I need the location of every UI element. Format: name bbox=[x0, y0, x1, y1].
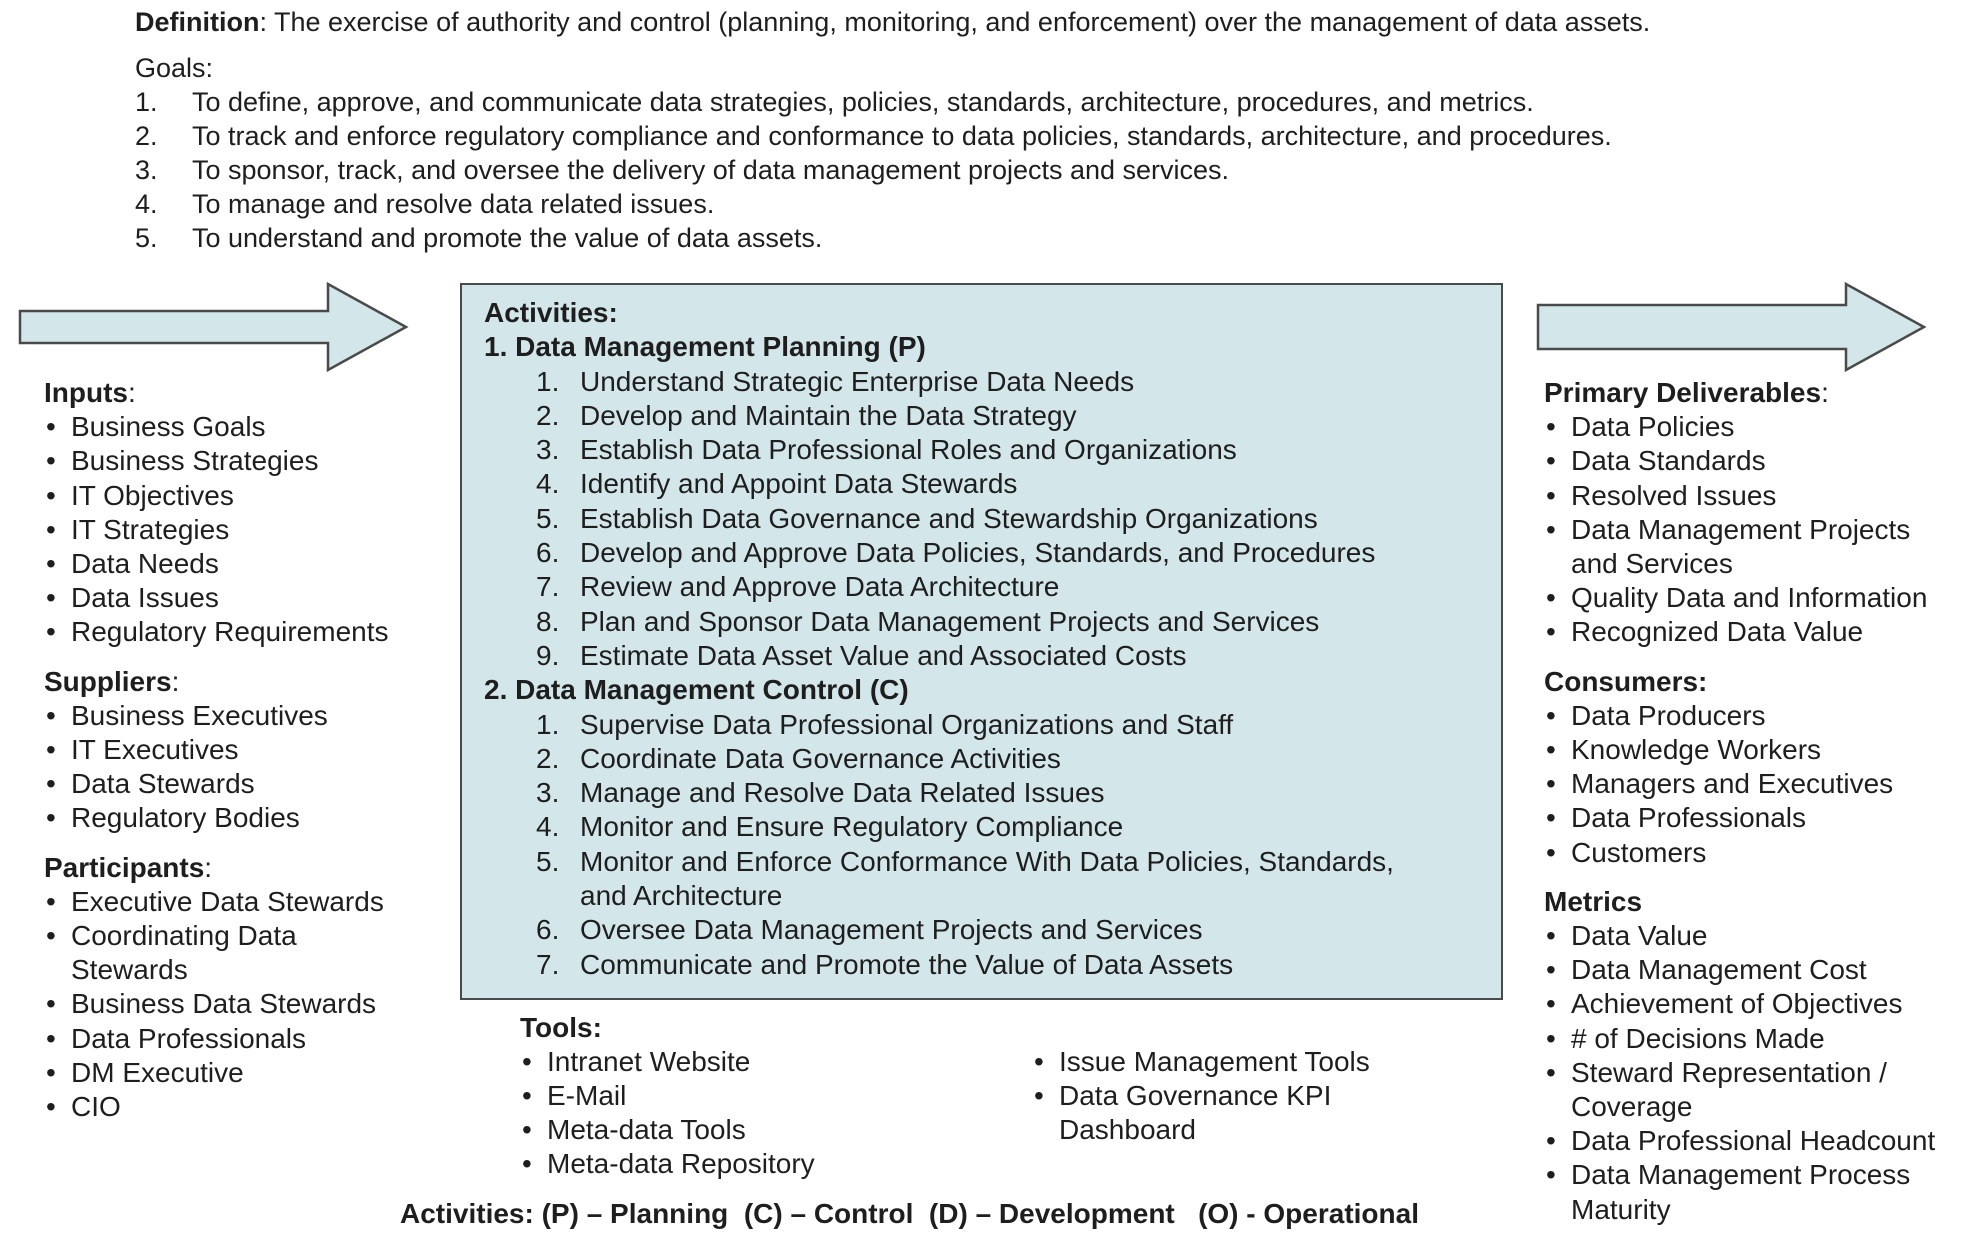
consumers-list bbox=[1544, 699, 1974, 870]
suppliers-label: Suppliers bbox=[44, 665, 172, 697]
list-item: • Steward Representation / Coverage bbox=[1544, 1056, 1941, 1124]
consumers-heading bbox=[1544, 665, 1974, 699]
goal-item bbox=[135, 119, 1612, 153]
goals-colon: : bbox=[205, 53, 214, 83]
output-arrow-icon bbox=[1536, 282, 1928, 372]
item-number: 4. bbox=[536, 468, 560, 500]
list-item: • Regulatory Bodies bbox=[44, 801, 424, 835]
item-text: Develop and Approve Data Policies, Standards, and Procedures bbox=[580, 537, 1376, 569]
tools-heading bbox=[520, 1011, 602, 1045]
goal-number: 4. bbox=[135, 189, 158, 219]
item-text: Monitor and Ensure Regulatory Compliance bbox=[580, 811, 1124, 843]
participants-heading: Participants: bbox=[44, 851, 213, 883]
control-list bbox=[484, 708, 1501, 982]
inputs-list bbox=[44, 410, 424, 649]
control-item bbox=[484, 776, 1501, 810]
list-item: • Achievement of Objectives bbox=[1544, 987, 1974, 1021]
goal-text: To understand and promote the value of data assets. bbox=[192, 223, 823, 253]
list-item: • Data Professional Headcount bbox=[1544, 1124, 1974, 1158]
consumers-label: Consumers: bbox=[1544, 665, 1708, 697]
right-column bbox=[1544, 376, 1974, 1242]
input-arrow-icon bbox=[18, 282, 410, 372]
list-item: • Data Policies bbox=[1544, 410, 1974, 444]
list-item: • Quality Data and Information bbox=[1544, 581, 1974, 615]
item-text: Oversee Data Management Projects and Services bbox=[580, 914, 1203, 946]
item-number: 1. bbox=[536, 365, 560, 397]
list-item: • Meta-data Repository bbox=[520, 1147, 815, 1181]
control-item bbox=[484, 913, 1501, 947]
item-number: 9. bbox=[536, 639, 560, 671]
deliverables-list bbox=[1544, 410, 1974, 649]
participants-label: Participants bbox=[44, 851, 205, 883]
item-number: 5. bbox=[536, 845, 560, 877]
list-item: • Business Strategies bbox=[44, 444, 424, 478]
list-item: • Business Goals bbox=[44, 410, 424, 444]
activities-title: Activities: bbox=[484, 297, 618, 328]
planning-title: 1. Data Management Planning (P) bbox=[484, 331, 926, 363]
list-item: • Regulatory Requirements bbox=[44, 615, 424, 649]
list-item: • Data Professionals bbox=[1544, 801, 1974, 835]
item-text: Manage and Resolve Data Related Issues bbox=[580, 777, 1105, 809]
list-item: • Data Management Projects and Services bbox=[1544, 513, 1961, 581]
metrics-heading bbox=[1544, 885, 1974, 919]
suppliers-heading: Suppliers: bbox=[44, 665, 180, 697]
planning-item bbox=[484, 467, 1501, 501]
list-item: • Business Executives bbox=[44, 699, 424, 733]
control-item bbox=[484, 810, 1501, 844]
item-text: Establish Data Governance and Stewardship Organizations bbox=[580, 502, 1318, 534]
tools-list-left bbox=[520, 1045, 815, 1181]
goal-text: To track and enforce regulatory compliance and conformance to data policies, standards, architecture, and procedures. bbox=[192, 121, 1612, 151]
deliverables-heading: Primary Deliverables: bbox=[1544, 377, 1829, 408]
list-item: • Data Management Cost bbox=[1544, 953, 1974, 987]
goal-item bbox=[135, 187, 1612, 221]
left-column bbox=[44, 376, 424, 1139]
item-number: 4. bbox=[536, 811, 560, 843]
control-title: 2. Data Management Control (C) bbox=[484, 674, 909, 706]
goal-text: To sponsor, track, and oversee the delivery of data management projects and services. bbox=[192, 155, 1230, 185]
list-item: • Customers bbox=[1544, 836, 1974, 870]
list-item: • Data Professionals bbox=[44, 1022, 424, 1056]
activities-legend: Activities: (P) – Planning (C) – Control (D) – Development (O) - Operational bbox=[400, 1198, 1419, 1229]
list-item: • CIO bbox=[44, 1090, 424, 1124]
item-number: 3. bbox=[536, 777, 560, 809]
tools-list-right bbox=[1032, 1045, 1402, 1147]
control-item bbox=[484, 948, 1501, 982]
item-text: Review and Approve Data Architecture bbox=[580, 571, 1060, 603]
definition-label: Definition bbox=[135, 7, 260, 37]
item-number: 6. bbox=[536, 914, 560, 946]
item-text: Establish Data Professional Roles and Organizations bbox=[580, 434, 1237, 466]
item-text: Estimate Data Asset Value and Associated Costs bbox=[580, 639, 1187, 671]
goal-text: To define, approve, and communicate data strategies, policies, standards, architecture, procedures, and metrics. bbox=[192, 87, 1534, 117]
item-number: 2. bbox=[536, 399, 560, 431]
goal-item bbox=[135, 221, 1612, 255]
planning-item bbox=[484, 605, 1501, 639]
list-item: • # of Decisions Made bbox=[1544, 1022, 1974, 1056]
tools-label: Tools: bbox=[520, 1012, 602, 1043]
goals-label: Goals bbox=[135, 53, 206, 83]
item-number: 2. bbox=[536, 742, 560, 774]
goal-number: 2. bbox=[135, 121, 158, 151]
list-item: • Data Stewards bbox=[44, 767, 424, 801]
list-item: • Coordinating Data Stewards bbox=[44, 919, 331, 987]
item-text: Communicate and Promote the Value of Data Assets bbox=[580, 948, 1234, 980]
metrics-list bbox=[1544, 919, 1974, 1227]
inputs-heading: Inputs: bbox=[44, 377, 136, 408]
item-number: 5. bbox=[536, 502, 560, 534]
list-item: • Data Standards bbox=[1544, 444, 1974, 478]
planning-item bbox=[484, 570, 1501, 604]
goal-number: 5. bbox=[135, 223, 158, 253]
goals-heading bbox=[135, 50, 213, 86]
list-item: • Data Management Process Maturity bbox=[1544, 1158, 1951, 1226]
item-number: 6. bbox=[536, 537, 560, 569]
list-item: • Business Data Stewards bbox=[44, 987, 424, 1021]
item-number: 7. bbox=[536, 571, 560, 603]
item-text: Plan and Sponsor Data Management Projects and Services bbox=[580, 605, 1320, 637]
planning-item bbox=[484, 502, 1501, 536]
planning-item bbox=[484, 399, 1501, 433]
list-item: • Data Governance KPI Dashboard bbox=[1032, 1079, 1379, 1147]
item-text: Understand Strategic Enterprise Data Needs bbox=[580, 365, 1135, 397]
planning-list bbox=[484, 365, 1501, 674]
list-item: • Data Needs bbox=[44, 547, 424, 581]
goal-number: 1. bbox=[135, 87, 158, 117]
list-item: • DM Executive bbox=[44, 1056, 424, 1090]
list-item: • Recognized Data Value bbox=[1544, 615, 1974, 649]
item-number: 3. bbox=[536, 434, 560, 466]
planning-item bbox=[484, 365, 1501, 399]
list-item: • IT Strategies bbox=[44, 513, 424, 547]
goal-number: 3. bbox=[135, 155, 158, 185]
item-text: Identify and Appoint Data Stewards bbox=[580, 468, 1018, 500]
list-item: • Data Issues bbox=[44, 581, 424, 615]
list-item: • IT Executives bbox=[44, 733, 424, 767]
item-number: 8. bbox=[536, 605, 560, 637]
planning-item bbox=[484, 639, 1501, 673]
item-number: 1. bbox=[536, 708, 560, 740]
list-item: • Resolved Issues bbox=[1544, 479, 1974, 513]
control-item bbox=[484, 742, 1501, 776]
deliverables-label: Primary Deliverables bbox=[1544, 377, 1822, 408]
goal-item bbox=[135, 153, 1612, 187]
list-item: • Data Producers bbox=[1544, 699, 1974, 733]
item-text: Supervise Data Professional Organizations and Staff bbox=[580, 708, 1234, 740]
planning-item bbox=[484, 433, 1501, 467]
goals-list bbox=[135, 85, 1612, 255]
list-item: • E-Mail bbox=[520, 1079, 815, 1113]
list-item: • Data Value bbox=[1544, 919, 1974, 953]
participants-list bbox=[44, 885, 424, 1124]
definition-text: : The exercise of authority and control (planning, monitoring, and enforcement) over the management of data assets. bbox=[259, 7, 1651, 37]
item-text: Develop and Maintain the Data Strategy bbox=[580, 399, 1077, 431]
list-item: • Issue Management Tools bbox=[1032, 1045, 1402, 1079]
goal-text: To manage and resolve data related issues. bbox=[192, 189, 715, 219]
list-item: • Executive Data Stewards bbox=[44, 885, 424, 919]
inputs-label: Inputs bbox=[44, 377, 128, 408]
planning-item bbox=[484, 536, 1501, 570]
list-item: • Knowledge Workers bbox=[1544, 733, 1974, 767]
item-text: Monitor and Enforce Conformance With Data Policies, Standards, and Architecture bbox=[580, 845, 1394, 912]
list-item: • Intranet Website bbox=[520, 1045, 815, 1079]
item-number: 7. bbox=[536, 948, 560, 980]
list-item: • IT Objectives bbox=[44, 479, 424, 513]
suppliers-list bbox=[44, 699, 424, 836]
item-text: Coordinate Data Governance Activities bbox=[580, 742, 1061, 774]
control-item bbox=[484, 845, 1440, 914]
list-item: • Meta-data Tools bbox=[520, 1113, 815, 1147]
goal-item bbox=[135, 85, 1612, 119]
list-item: • Managers and Executives bbox=[1544, 767, 1974, 801]
activities-box bbox=[460, 283, 1503, 1000]
metrics-label: Metrics bbox=[1544, 885, 1643, 917]
control-item bbox=[484, 708, 1501, 742]
definition bbox=[135, 4, 1650, 40]
